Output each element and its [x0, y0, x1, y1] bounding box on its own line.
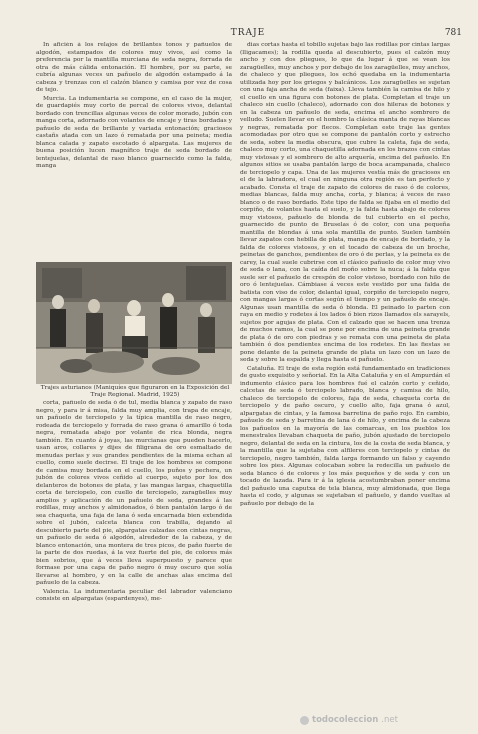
page-header: [34, 28, 462, 42]
paragraph: Murcia. La indumentaria se compone, en el caso de la mujer, de guardapiés muy corto de percal de colores vivos, delantal bordado con trencillas algunas veces de color morado, jubón con manga corta, adornado con volantes de encaje y tiras bordadas y pañuelo de seda de brillante y variada entonación; graciosos castañs atada con un lazo ó rematada por una peineta; media blanca calada y zapato escotado ó alpargata. Las mujeres de buena posición lucen magnífico traje de seda bordado de lentejuelas, delantal de raso blanco guarnecido como la falda, manga: [36, 95, 232, 170]
left-column-bottom: [36, 400, 232, 712]
right-column: [240, 42, 450, 710]
photo-illustration: [36, 262, 232, 384]
photo-caption: Trajes asturianos (Maniquíes que figuraron en la Exposición del Traje Regional. Madrid, 1925): [40, 385, 230, 398]
watermark-suffix: .net: [381, 715, 398, 725]
paragraph: dias cortas hasta el tobillo sujetas bajo las rodillas por cintas largas (lligacames); la rodilla queda al descubierto, pues el calzón muy ancho y con dos pliegues, lo que da lugar á que se vean los zaragüelles, muy anchos y por debajo de los zaragüelles, muy anchos, de chaleco y que pliegues, los echó quedaba en la indumentaria utilizada hoy por los griegos y balcánicos. Los zaragüelles se sujetan con una faja ancha de seda (faixa). Lleva también la camisa de hilo y el cuello en una figura con botones de plata. Completan el traje un chaleco sin cuello (chaleco), adornado con dos hileras de botones y en la cabeza un pañuelo de seda, encima el ancho sombrero de velludo. Suelen llevar en el hombro la clásica manta de rayas blancas y negras, rematada por flecos. Completan este traje las gentes acomodadas por otro que se compone de pantalón corto y estrecho de seda, sobre la media obscura, que cubre la caleta, faja de seda, chaleco muy corto, una chaquetilla adornada en los brazos con cintas muy vistosas y el sombrero de alto arquería, encima del pañuelo. En algunos sitios se usaba pantalón largo de boca acampanada, chaleco de terciopelo y capa. Una de las mujeres vestía más de graciosos en el de la labradora, el cual en ninguna otra región es tan perfecto y acabado. Consta el traje de zapato de colores de raso ó de colores, medias blancas, falda muy ancha, corta, y blanca; á veces de raso blanco o de raso bordado. Este tipo de falda se fijaba en el medio del corpiño, de volantes hasta el suelo, y la falda hasta abajo de colores muy vistosos, pañuelo de blonda de tul cubierto en el pecho, guarnecido de punto de Bruselas ó de color, con una pequeña mantilla de blondas á una sola mantilla de punto. Suelen también llevar zapatos con hebilla de plata, manga de encaje de bordado, y la falda de colores vistosos, y en el tocado de cabeza de un broche, peinetas de ganchos, pendientes de oro ó de perlas, y la peineta es de carey, la cual suele cubrirse con el clásico pañuelo de color muy vivo de seda o lana, con la caída del moño sobre la nuca; á la falda que suele ser el pañuelo de crespón de color vistoso, bordado con hilo de oro ó lentejuelas. Cámbiase á veces este vestido por una falda de batista con viso de color, delantal igual, corpiño de terciopelo negro, con mangas largas ó cortas según el tiempo y un pañuelo de encaje. Algunas usan mantilla de seda ó blonda. El peinado lo parten con raya en medio y rodetes á los lados ó bien rizos llamados els sarayels, sujetos por agujas de plata. Con el calzado que se hacen una trenza de muchos ramos, la cual se pone por encima de una peineta grande de plata ó de oro con piedras y se remata con una peineta de plata también ó dos pendientes encima de los rodetes. En las fiestas se pone delante de la peineta grande de plata un lazo con un lazo de seda y sobre la espalda y llega hasta el pañuelo.: [240, 42, 450, 363]
asturian-costumes-photo: [36, 262, 232, 384]
watermark-brand: todocoleccion: [312, 715, 379, 725]
watermark-logo-icon: [300, 716, 309, 725]
site-watermark: [300, 712, 470, 728]
paragraph: Valencia. La indumentaria peculiar del labrador valenciano consiste en alpargatas (espardenyes), me-: [36, 588, 232, 603]
running-title: TRAJE: [230, 28, 266, 38]
paragraph: Cataluña. El traje de esta región está fundamentado en tradiciones de gusto exquisito y señorial. En la Alta Cataluña y en el Ampurdán el indumento clásico para los hombres fué el calzón corto y ceñido, calcetas de seda ó terciopelo labrado, blanca y camisa de hilo, chaleco de terciopelo de colores, faja de seda, chaqueta corta de terciopelo y de paño oscuro, y cuello alto, faja grana ó azul, alpargatas de cintas, y la famosa barretina de paño rojo. En cambio, pañuelo de seda y barretina de lana ó de hilo, y encima de la cabeza los pañuelos en la mayoría de las comarcas, en los pueblos los menestrales llevaban chaqueta de paño, jubón ajustado de terciopelo negro, delantal de seda en la cintura, los de la costa de seda blanca, y la mantilla que la sujetaba con alfileres con terciopelo y cintas de terciopelo, negro también, falda larga formando un falso y cayendo sobre los pies. Algunas colocaban sobre la redecilla un pañuelo de seda blanco ó de colores y los más pequeños y de seda y con un tocado de lazada. Para ir á la iglesia acostumbraban poner encima del pañuelo una caputxa de tela blanca, muy almidonada, que llega hasta el codo, y algunas se sujetaban el pañuelo, y dando vueltas al pañuelo por debajo de la: [240, 365, 450, 507]
left-column-top: [36, 42, 232, 256]
page-number: 781: [444, 28, 462, 38]
paragraph: In aficién á los relajos de brillantes tonos y pañuelos de algodón, estampados de colores muy vivos, así como la preferencia por la mantilla murciana de seda negra, forrada de otra de más cálida entonación. El hombre, por su parte, se cubría algunas veces un pañuelo de algodón estampado á la cabeza y trenzas con el calzón blanco y camisa por vez de cosa de tejo.: [36, 42, 232, 93]
paragraph: corta, pañuelo de seda ó de tul, media blanca y zapato de raso negro, y para ir á misa, falda muy amplia, con trapa de encaje, un pañuelo de terciopelo y la típica mantilla de raso negro, rodeada de terciopelo y forrada de raso grana ó amarillo ó toda negra, rematada abajo por volante de rica blonda, negra también. En cuanto á joyas, las murcianas que pueden hacerlo, usan aros, collares y dijes de filigrana de oro esmaltado de menudas perlas y sus grandes pendientes de la misma echan al cuello, como suele decirse. El traje de los hombres se compone de camisa muy bordada en el cuello, los puños y pechera, un jubón de colores vivos ceñido al cuerpo, sujeto por los dos delanteros de botones de plata, y las mangas largas, chaquetilla corta de terciopelo, con cuello de terciopelo, zaragüelles muy amplios y aplicación de un pañuelo de seda, grandes á las rodillas, muy anchos y almidonados, ó bien pantalón largo ó de sea chaqueta, una faja de lana ó seda encarnada bien extendida sobre el jubón, calceta blanca con trabilla, dejando al descubierto parte del pie, alpargatas calzadas con cintas negras, un pañuelo de seda ó algodón, alrededor de la cabeza, y de blanco entonación, una montera de tres picos, de paño fuerte de la parte de dos ruedas, á la vez fuerte del pie, de colores más bien sobrios, que á veces lleva superpuesto y parece que formase por una capa de paño negro ó muy oscuro que solía llevarse al hombro, y en la calle de anchas alas encima del pañuelo de la cabeza.: [36, 400, 232, 586]
